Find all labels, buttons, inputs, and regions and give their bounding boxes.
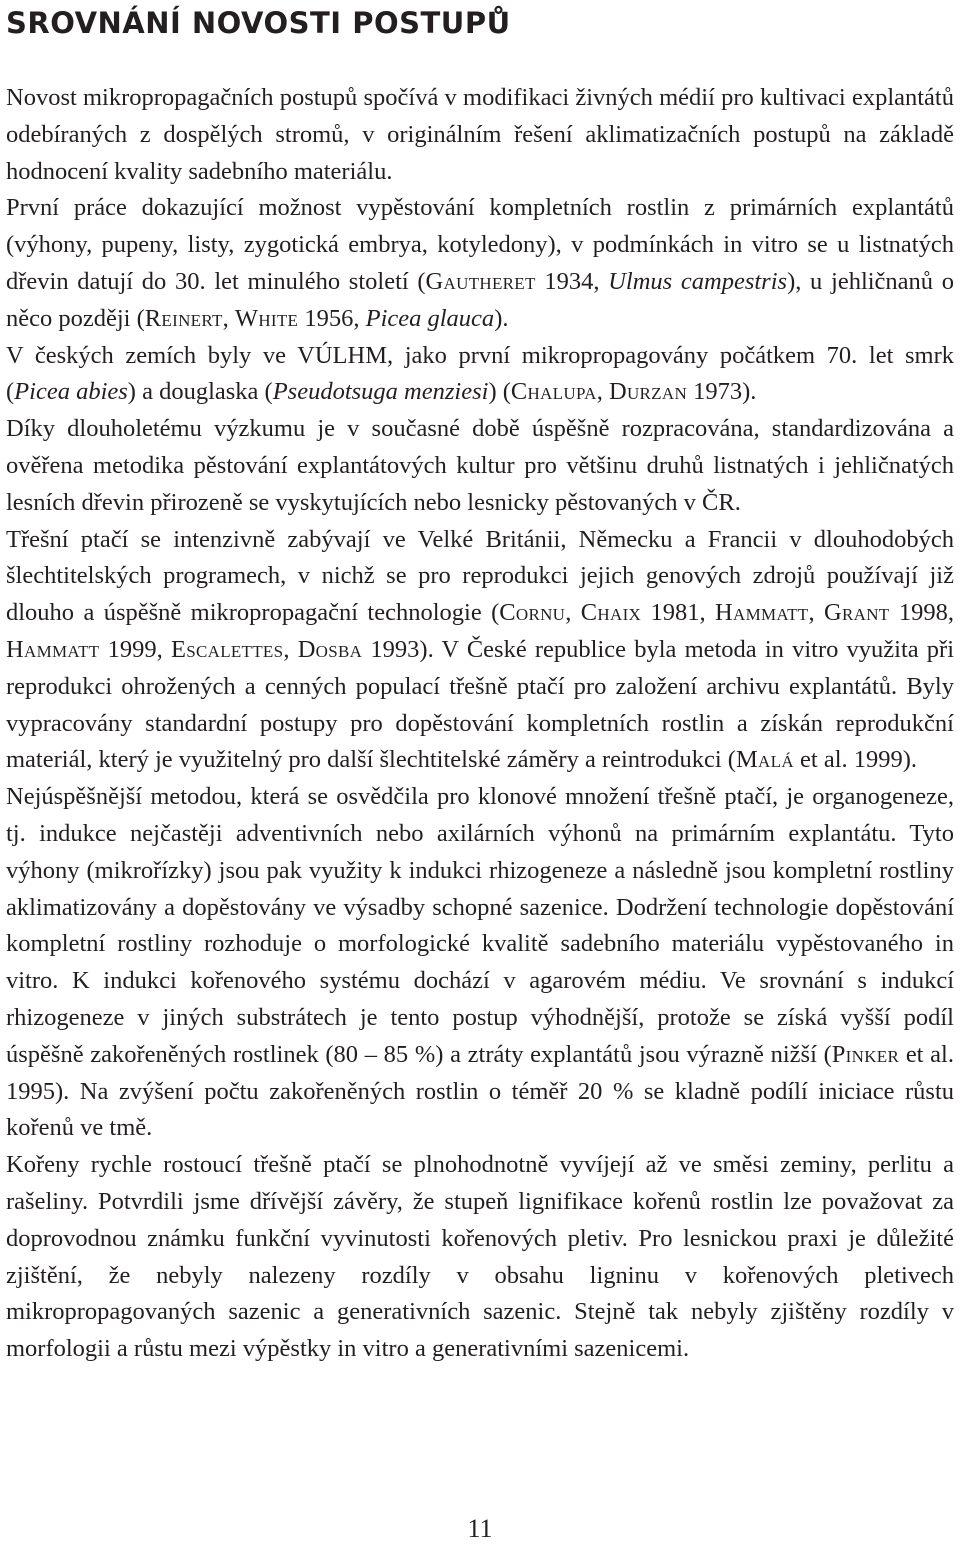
citation-author: Reinert — [144, 304, 223, 332]
citation-author: Hammatt — [715, 599, 809, 627]
citation-author: Chaix — [580, 599, 642, 627]
citation-author: Gautheret — [425, 267, 536, 295]
text-run: První práce dokazující možnost vypěstování kompletních rostlin z primárních explantátů (výhony, pupeny, listy, zygotická embrya, kotyledony), v podmínkách in vitro se u listnatých dřevin datují do 30. let minulého století ( — [6, 194, 954, 295]
text-run: Kořeny rychle rostoucí třešně ptačí se plnohodnotně vyvíjejí až ve směsi zeminy, perlitu a rašeliny. Potvrdili jsme dřívější závěry, že stupeň lignifikace kořenů rostlin lze považovat za doprovodnou známku funkční vyvinutosti kořenových pletiv. Pro lesnickou praxi je důležité zjištění, že nebyly nalezeny rozdíly v obsahu ligninu v kořenových pletivech mikropropagovaných sazenic a generativních sazenic. Stejně tak nebyly zjištěny rozdíly v morfologii a růstu mezi výpěstky in vitro a generativními sazenicemi. — [6, 1151, 954, 1363]
text-run: 1981, — [641, 599, 716, 627]
text-run: V českých zemích byly ve VÚLHM, jako první mikropropagovány počátkem 70. let smrk ( — [6, 341, 954, 406]
citation-author: Grant — [824, 599, 890, 627]
citation-author: Escalettes — [170, 635, 284, 663]
text-run: , — [596, 378, 609, 406]
text-run: 1998, — [889, 599, 955, 627]
paragraph — [6, 779, 954, 1147]
species-name: Ulmus campestris — [608, 267, 788, 295]
text-run: et al. 1999). — [793, 746, 918, 774]
body-text — [6, 80, 954, 1368]
paragraph — [6, 522, 954, 780]
text-run: , — [808, 599, 825, 627]
text-run: ) a douglaska ( — [127, 378, 273, 406]
text-run: 1934, — [535, 267, 609, 295]
text-run: 1999, — [99, 635, 171, 663]
text-run: , — [283, 635, 298, 663]
page-number: 11 — [467, 1514, 493, 1543]
paragraph — [6, 80, 954, 190]
paragraph — [6, 411, 954, 521]
citation-author: Pinker — [831, 1040, 900, 1068]
citation-author: Hammatt — [6, 635, 100, 663]
citation-author: Chalupa — [510, 378, 597, 406]
text-run: , — [565, 599, 581, 627]
text-run: Nejúspěšnější metodou, která se osvědčila pro klonové množení třešně ptačí, je organogeneze, tj. indukce nejčastěji adventivních nebo axilárních výhonů na primárním explantátu. Tyto výhony (mikrořízky) jsou pak využity k indukci rhizogeneze a následně jsou kompletní rostliny aklimatizovány a dopěstovány ve výsadby schopné sazenice. Dodržení technologie dopěstování kompletní rostliny rozhoduje o morfologické kvalitě sadebního materiálu vypěstovaného in vitro. K indukci kořenového systému dochází v agarovém médiu. Ve srovnání s indukcí rhizogeneze v jiných substrátech je tento postup výhodnější, protože se získá vyšší podíl úspěšně zakořeněných rostlinek (80 – 85 %) a ztráty explantátů jsou výrazně nižší ( — [6, 783, 954, 1068]
text-run: 1993). V České republice byla metoda in vitro využita při reprodukci ohrožených a cenných populací třešně ptačí pro založení archivu explantátů. Byly vypracovány standardní postupy pro dopěstování kompletních rostlin a získán reprodukční materiál, který je využitelný pro další šlechtitelské záměry a reintrodukci ( — [6, 635, 955, 774]
species-name: Pseudotsuga menziesi — [272, 378, 489, 406]
text-run: 1973). — [687, 378, 757, 406]
citation-author: Cornu — [499, 599, 566, 627]
citation-author: Dosba — [297, 635, 363, 663]
text-run: ) ( — [488, 378, 511, 406]
text-run: et al. 1995). Na zvýšení počtu zakořeněných rostlin o téměř 20 % se kladně podílí iniciace růstu kořenů ve tmě. — [6, 1040, 954, 1142]
text-run: 1956, — [298, 304, 366, 332]
paragraph — [6, 1147, 954, 1368]
paragraph — [6, 338, 954, 412]
text-run: Třešní ptačí se intenzivně zabývají ve Velké Británii, Německu a Francii v dlouhodobých šlechtitelských programech, v nichž se pro reprodukci jejich genových zdrojů používají již dlouho a úspěšně mikropropagační technologie ( — [6, 525, 954, 627]
section-heading: SROVNÁNÍ NOVOSTI POSTUPŮ — [6, 6, 511, 40]
citation-author: White — [234, 304, 299, 332]
text-run: Díky dlouholetému výzkumu je v současné době úspěšně rozpracována, standardizována a ověřena metodika pěstování explantátových kultur pro většinu druhů listnatých i jehličnatých lesních dřevin přirozeně se vyskytujících nebo lesnicky pěstovaných v ČR. — [6, 415, 954, 516]
paragraph — [6, 190, 954, 337]
citation-author: Durzan — [608, 378, 688, 406]
text-run: , — [222, 304, 235, 332]
text-run: ), u jehličnanů o něco později ( — [6, 267, 955, 332]
citation-author: Malá — [735, 746, 794, 774]
text-run: ). — [494, 304, 509, 332]
species-name: Picea glauca — [365, 304, 495, 332]
text-run: Novost mikropropagačních postupů spočívá v modifikaci živných médií pro kultivaci explantátů odebíraných z dospělých stromů, v originálním řešení aklimatizačních postupů na základě hodnocení kvality sadebního materiálu. — [6, 84, 954, 185]
species-name: Picea abies — [14, 378, 128, 406]
